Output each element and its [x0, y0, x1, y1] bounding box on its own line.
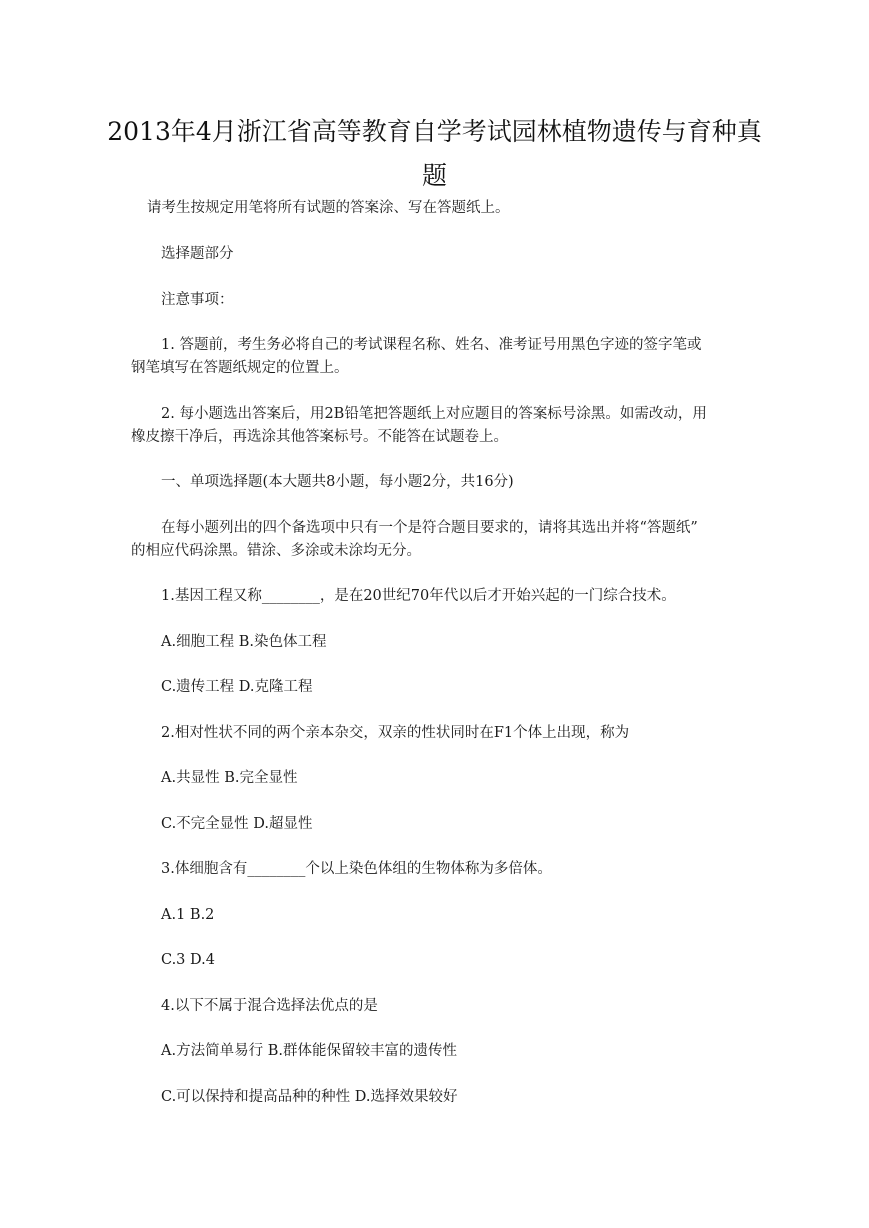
note-1-line-2: 钢笔填写在答题纸规定的位置上。: [131, 360, 349, 376]
question-4-options-row-2: C.可以保持和提高品种的种性 D.选择效果较好: [161, 1089, 458, 1105]
note-2-line-1: 2. 每小题选出答案后，用2B铅笔把答题纸上对应题目的答案标号涂黑。如需改动，用: [161, 406, 707, 422]
part-1-instructions-line-1: 在每小题列出的四个备选项中只有一个是符合题目要求的，请将其选出并将“答题纸”: [161, 520, 698, 536]
question-3-options-row-1: A.1 B.2: [161, 907, 215, 923]
question-1-options-row-2: C.遗传工程 D.克隆工程: [161, 679, 313, 695]
question-2-stem: 2.相对性状不同的两个亲本杂交，双亲的性状同时在F1个体上出现，称为: [161, 725, 630, 741]
page-title-line-1: 2013年4月浙江省高等教育自学考试园林植物遗传与育种真: [107, 117, 762, 146]
part-1-instructions-line-2: 的相应代码涂黑。错涂、多涂或未涂均无分。: [131, 543, 421, 559]
question-4-options-row-1: A.方法简单易行 B.群体能保留较丰富的遗传性: [161, 1043, 457, 1059]
note-1-line-1: 1. 答题前，考生务必将自己的考试课程名称、姓名、准考证号用黑色字迹的签字笔或: [161, 337, 702, 353]
notes-header: 注意事项：: [161, 292, 234, 308]
question-2-options-row-2: C.不完全显性 D.超显性: [161, 816, 313, 832]
question-3-options-row-2: C.3 D.4: [161, 952, 215, 968]
part-1-header: 一、单项选择题(本大题共8小题，每小题2分，共16分): [161, 474, 514, 490]
question-2-options-row-1: A.共显性 B.完全显性: [161, 770, 298, 786]
page-title-line-2: 题: [421, 161, 447, 190]
question-1-options-row-1: A.细胞工程 B.染色体工程: [161, 634, 327, 650]
question-1-stem: 1.基因工程又称________，是在20世纪70年代以后才开始兴起的一门综合技术。: [161, 588, 676, 604]
intro-text: 请考生按规定用笔将所有试题的答案涂、写在答题纸上。: [147, 200, 510, 216]
question-4-stem: 4.以下不属于混合选择法优点的是: [161, 998, 378, 1014]
section-header: 选择题部分: [161, 246, 234, 262]
note-2-line-2: 橡皮擦干净后，再选涂其他答案标号。不能答在试题卷上。: [131, 429, 508, 445]
question-3-stem: 3.体细胞含有________个以上染色体组的生物体称为多倍体。: [161, 861, 552, 877]
